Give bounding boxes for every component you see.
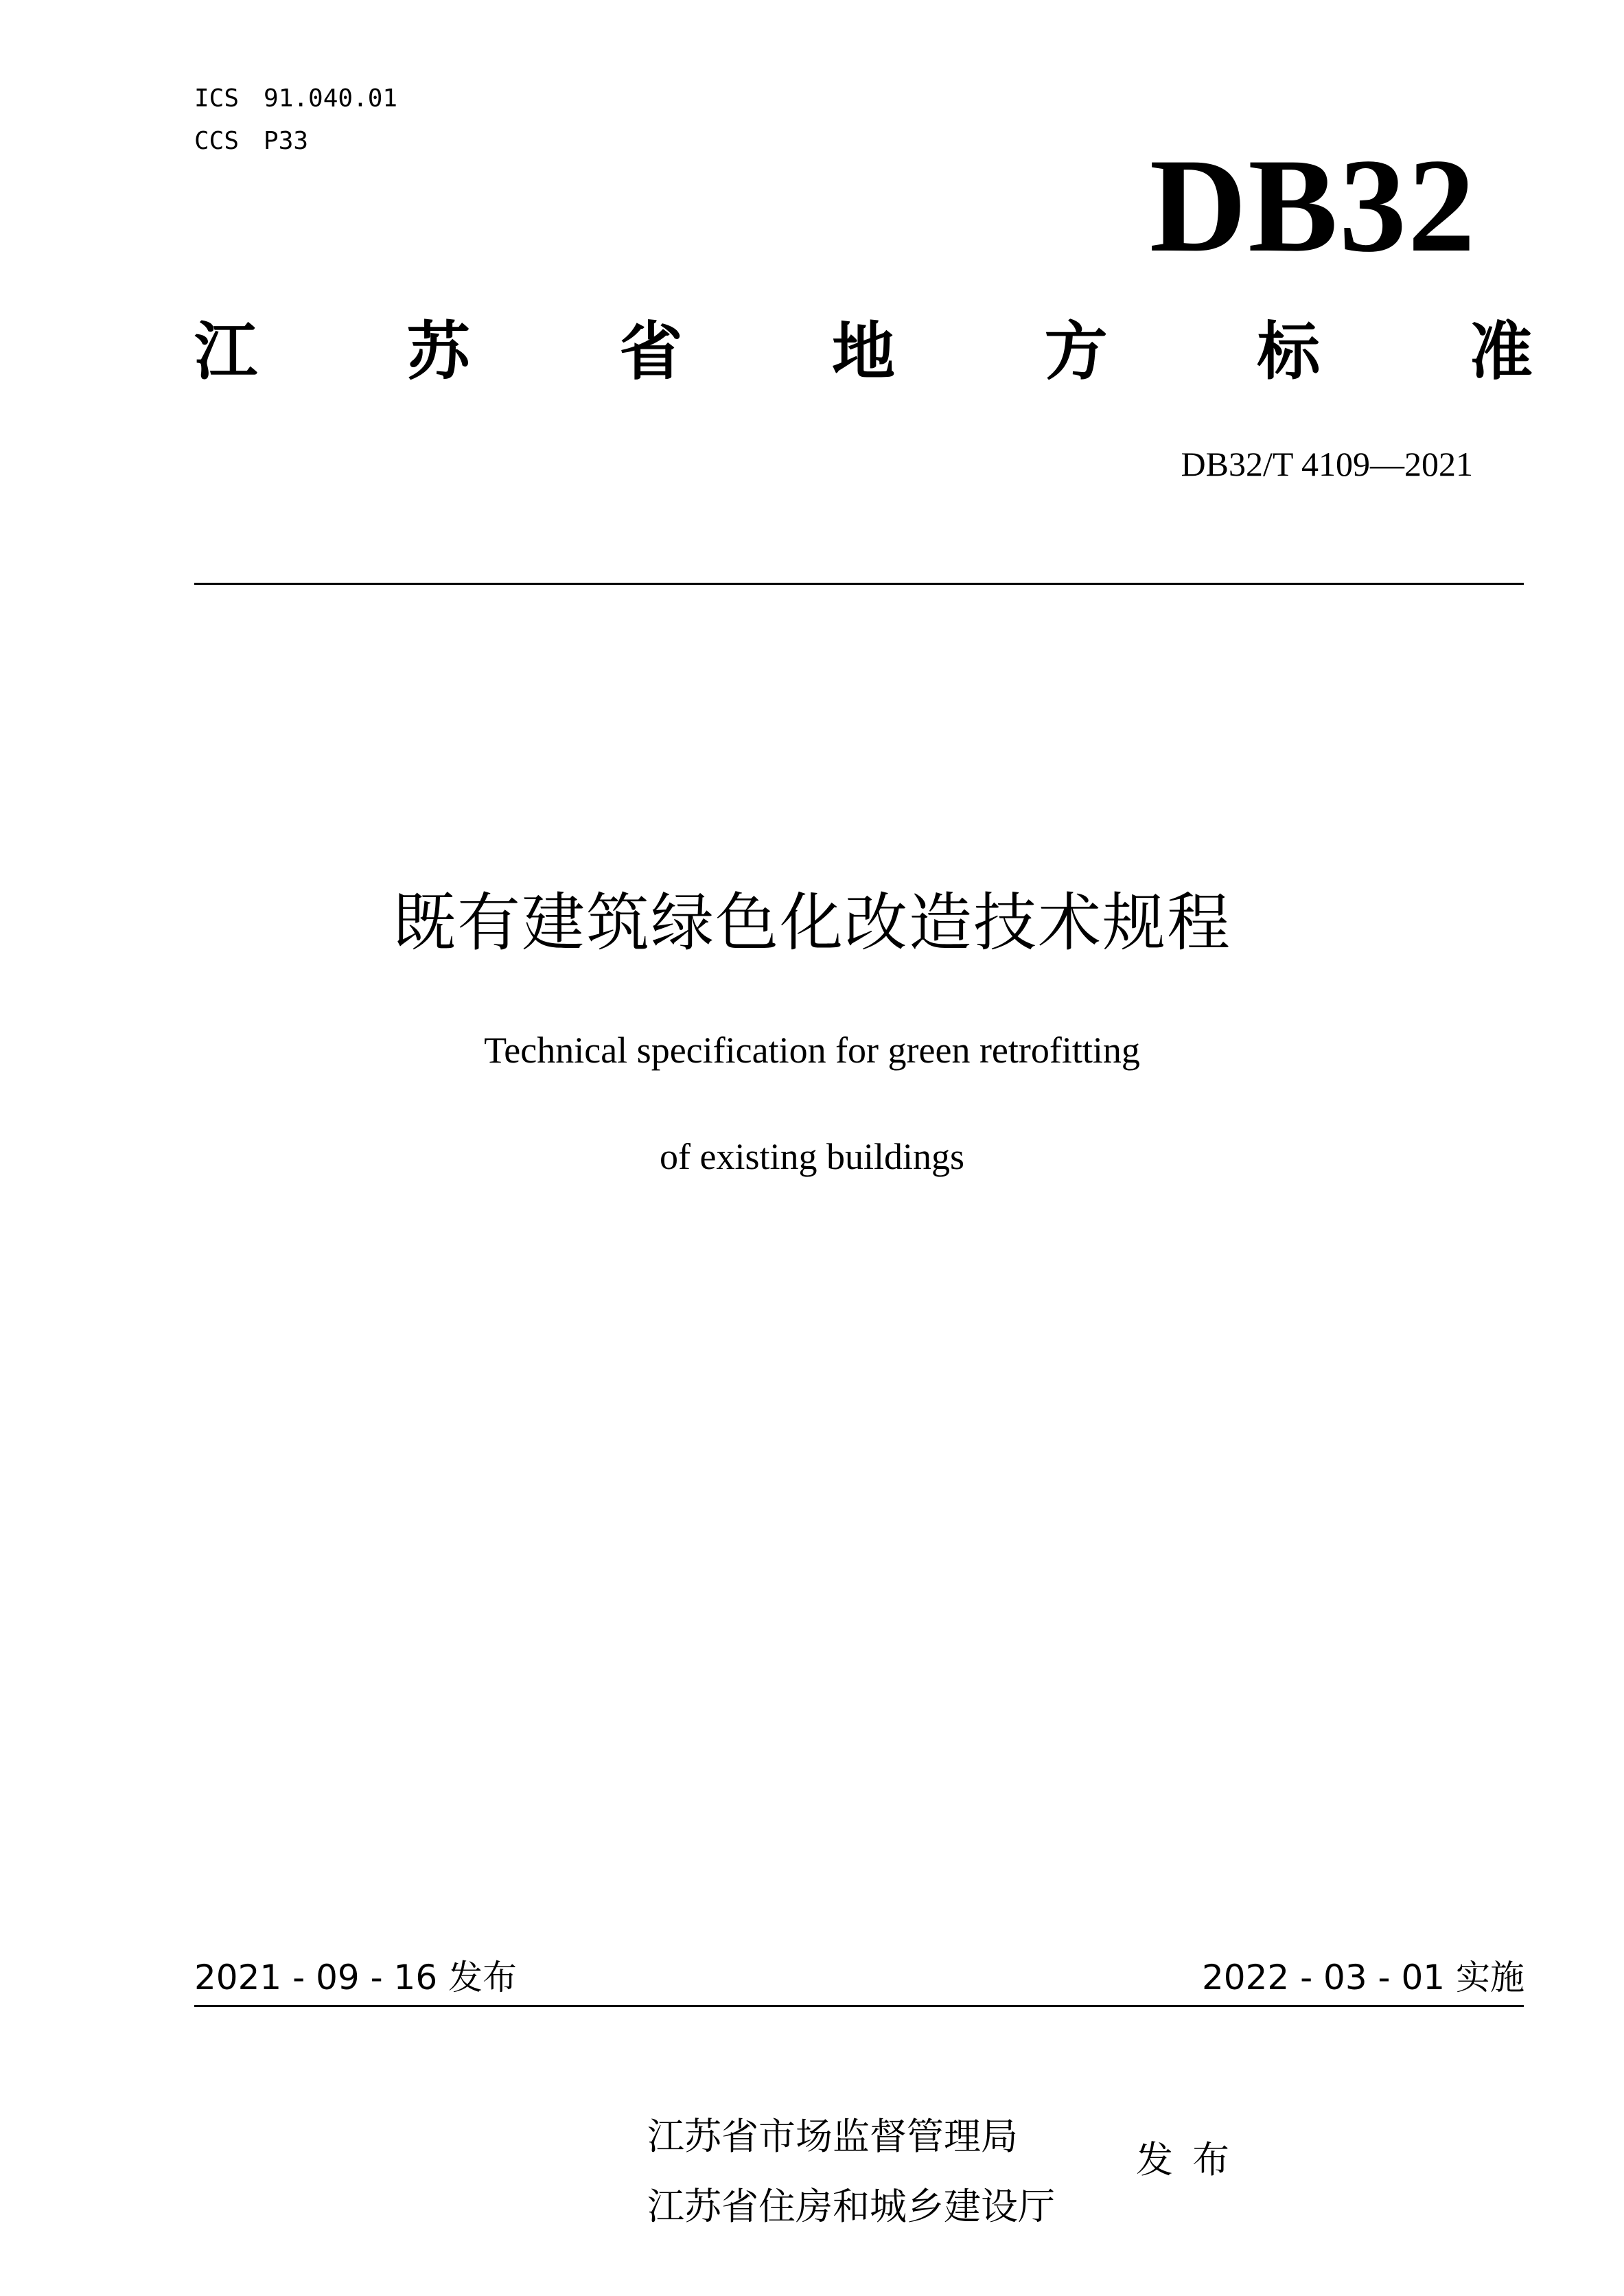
category-char: 省 <box>619 315 683 389</box>
ics-code: 91.040.01 <box>264 84 398 113</box>
category-char: 准 <box>1469 315 1533 389</box>
footer-divider <box>194 2005 1524 2007</box>
title-chinese: 既有建筑绿色化改造技术规程 <box>392 886 1231 960</box>
ccs-code: P33 <box>264 127 309 155</box>
category-char: 地 <box>831 315 895 389</box>
standard-logo: DB32 <box>1149 131 1476 280</box>
ics-classification <box>194 84 397 114</box>
standard-category <box>194 314 1533 390</box>
standard-number: DB32/T 4109—2021 <box>1181 445 1473 483</box>
title-english-line-2: of existing buildings <box>660 1136 964 1177</box>
category-char: 江 <box>194 315 258 389</box>
issuing-agency-2: 江苏省住房和城乡建设厅 <box>647 2185 1055 2228</box>
header-divider <box>194 583 1524 585</box>
ics-label: ICS <box>194 84 240 113</box>
category-char: 方 <box>1044 315 1108 389</box>
effective-date: 2022 - 03 - 01 实施 <box>1201 1958 1524 1997</box>
category-char: 标 <box>1257 315 1321 389</box>
issuing-agency-1: 江苏省市场监督管理局 <box>647 2115 1018 2158</box>
title-english-line-1: Technical specification for green retrofitting <box>484 1030 1140 1071</box>
ccs-classification <box>194 126 308 156</box>
issue-label: 发布 <box>1136 2138 1249 2181</box>
category-char: 苏 <box>406 315 470 389</box>
publish-date: 2021 - 09 - 16 发布 <box>194 1958 518 1997</box>
ccs-label: CCS <box>194 127 240 155</box>
